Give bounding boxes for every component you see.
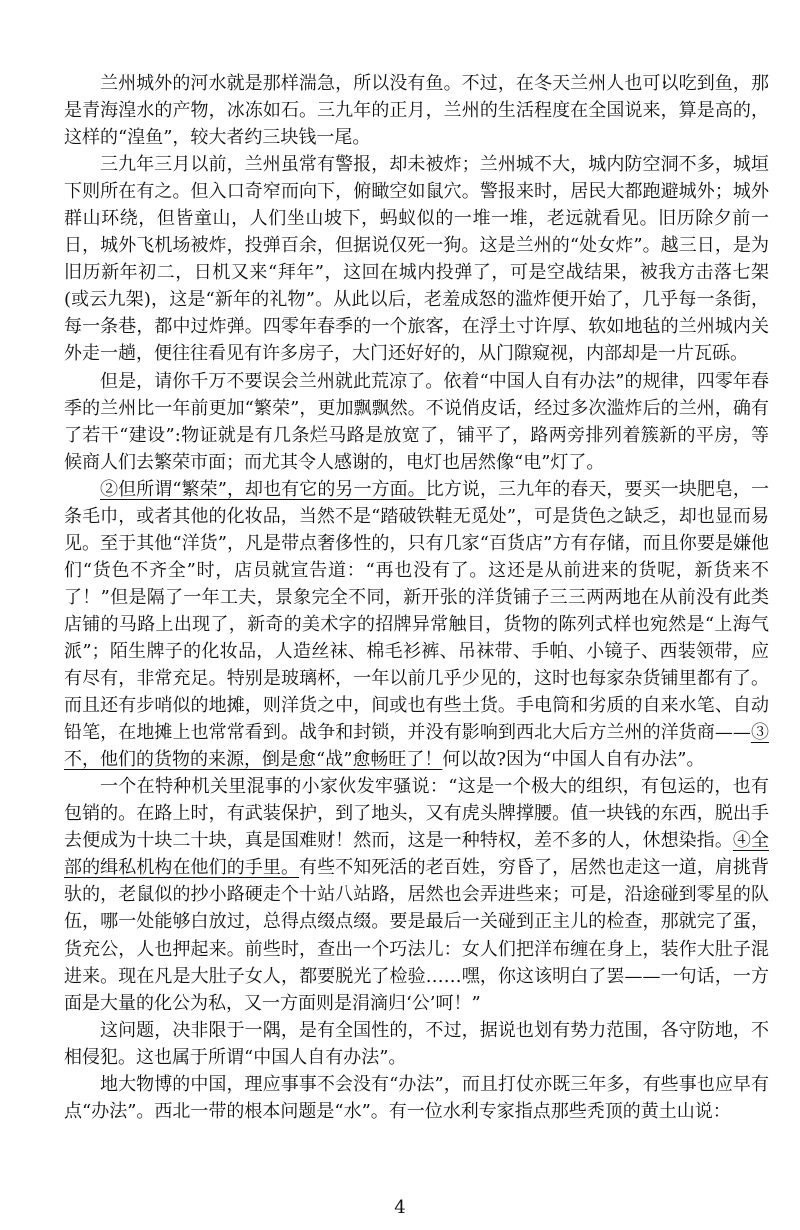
underlined-sentence: ②但所谓“繁荣”，却也有它的另一方面。 (100, 478, 426, 500)
page-number: 4 (394, 1197, 406, 1218)
text-run: 这问题，决非限于一隅，是有全国性的，不过，据说也划有势力范围，各守防地，不相侵犯。这也属于所谓“中国人自有办法”。 (64, 1019, 769, 1068)
paragraph (64, 70, 769, 151)
text-run: 一个在特种机关里混事的小家伙发牢骚说：“这是一个极大的组织，有包运的，也有包销的。在路上时，有武装保护，到了地头，又有虎头牌撑腰。值一块钱的东西，脱出手去便成为十块二十块，真是国难财！然而，这是一种特权，差不多的人，休想染指。 (64, 776, 769, 852)
paragraph (64, 476, 769, 774)
text-run: 三九年三月以前，兰州虽常有警报，却未被炸；兰州城不大，城内防空洞不多，城垣下则所在有之。但入口奇窄而向下，俯瞰空如鼠穴。警报来时，居民大都跑避城外；城外群山环绕，但皆童山，人们坐山坡下，蚂蚁似的一堆一堆，老远就看见。旧历除夕前一日，城外飞机场被炸，投弹百余，但据说仅死一狗。这是兰州的“处女炸”。越三日，是为旧历新年初二，日机又来“拜年”，这回在城内投弹了，可是空战结果，被我方击落七架(或云九架)，这是“新年的礼物”。从此以后，老羞成怒的滥炸便开始了，几乎每一条街，每一条巷，都中过炸弹。四零年春季的一个旅客，在浮土寸许厚、软如地毡的兰州城内关外走一趟，便往往看见有许多房子，大门还好好的，从门隙窥视，内部却是一片瓦砾。 (64, 154, 769, 365)
underlined-sentence: ③不，他们的货物的来源，倒是愈“战”愈畅旺了！ (64, 722, 770, 771)
paragraph (64, 368, 769, 476)
paragraph (64, 151, 769, 367)
text-run: 比方说，三九年的春天，要买一块肥皂，一条毛巾，或者其他的化妆品，当然不是“踏破铁鞋无觅处”，可是货色之缺乏，却也显而易见。至于其他“洋货”，凡是带点奢侈性的，只有几家“百货店”方有存储，而且你要是嫌他们“货色不齐全”时，店员就宣告道：“再也没有了。这还是从前进来的货呢，新货来不了！”但是隔了一年工夫，景象完全不同，新开张的洋货铺子三三两两地在从前没有此类店铺的马路上出现了，新奇的美术字的招牌异常触目，货物的陈列式样也宛然是“上海气派”；陌生牌子的化妆品，人造丝袜、棉毛衫裤、吊袜带、手帕、小镜子、西装领带，应有尽有，非常充足。特别是玻璃杯，一年以前几乎少见的，这时也每家杂货铺里都有了。而且还有步哨似的地摊，则洋货之中，间或也有些土货。手电筒和劣质的自来水笔、自动铅笔，在地摊上也常常看到。战争和封锁，并没有影响到西北大后方兰州的洋货商—— (64, 478, 769, 744)
paragraph (64, 1017, 769, 1071)
text-run: 兰州城外的河水就是那样湍急，所以没有鱼。不过，在冬天兰州人也可以吃到鱼，那是青海湟水的产物，冰冻如石。三九年的正月，兰州的生活程度在全国说来，算是高的，这样的“湟鱼”，较大者约三块钱一尾。 (64, 73, 769, 149)
underlined-sentence: ④全部的缉私机构在他们的手里。 (64, 830, 770, 879)
text-run: 何以故?因为“中国人自有办法”。 (442, 749, 705, 771)
paragraph (64, 773, 769, 1016)
text-run: 地大物博的中国，理应事事不会没有“办法”，而且打仗亦既三年多，有些事也应早有点“办法”。西北一带的根本问题是“水”。有一位水利专家指点那些秃顶的黄土山说： (64, 1073, 769, 1122)
paragraph (64, 1071, 769, 1125)
text-run: 有些不知死活的老百姓，穷昏了，居然也走这一道，肩挑背驮的，老鼠似的抄小路硬走个十站八站路，居然也会弄进些来；可是，沿途碰到零星的队伍，哪一处能够白放过，总得点缀点缀。要是最后一关碰到正主儿的检查，那就完了蛋，货充公，人也押起来。前些时，查出一个巧法儿：女人们把洋布缠在身上，装作大肚子混进来。现在凡是大肚子女人，都要脱光了检验……嘿，你这该明白了罢——一句话，一方面是大量的化公为私，又一方面则是涓滴归‘公’呵！” (64, 857, 770, 1014)
text-run: 但是，请你千万不要误会兰州就此荒凉了。依着“中国人自有办法”的规律，四零年春季的兰州比一年前更加“繁荣”，更加飘飘然。不说俏皮话，经过多次滥炸后的兰州，确有了若干“建设”:物证就是有几条烂马路是放宽了，铺平了，路两旁排列着簇新的平房，等候商人们去繁荣市面；而尤其令人感谢的，电灯也居然像“电”灯了。 (64, 370, 769, 473)
body-text (64, 70, 769, 1125)
